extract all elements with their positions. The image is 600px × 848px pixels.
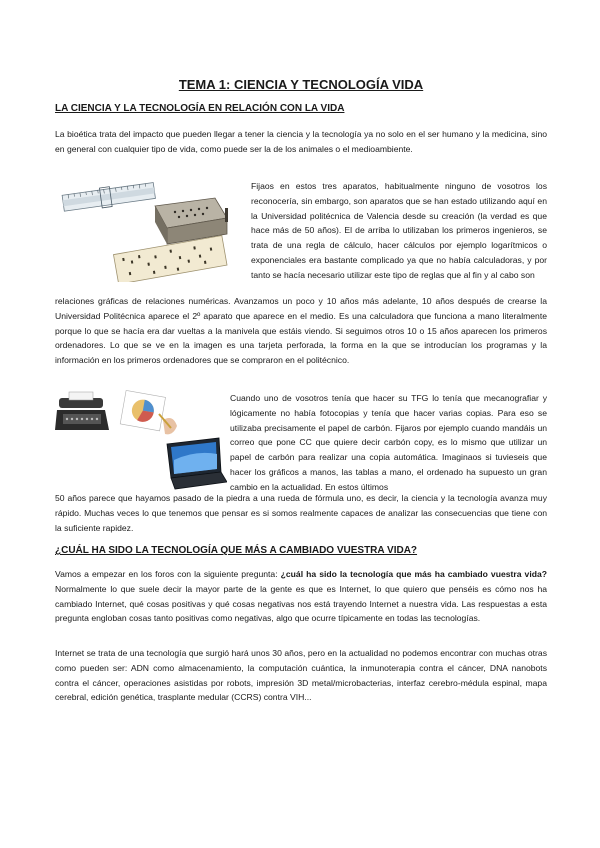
forum-question-bold: ¿cuál ha sido la tecnología que más ha cambiado vuestra vida?: [280, 569, 547, 579]
old-devices-image: [55, 178, 245, 282]
page-title: TEMA 1: CIENCIA Y TECNOLOGÍA VIDA: [178, 77, 424, 92]
section-heading-ciencia-tecnologia: LA CIENCIA Y LA TECNOLOGÍA EN RELACIÓN CON LA VIDA: [55, 103, 345, 114]
internet-technologies-paragraph: Internet se trata de una tecnología que surgió hará unos 30 años, pero en la actualidad no podemos encontrar con muchas otras como pueden ser: ADN como almacenamiento, la computación cuántica, la inmunoterapia contra el cáncer, DNA nanobots contra el cáncer, operaciones asistidas por robots, impresión 3D metal/microbacterias, interfaz cerebro-médula espinal, mapa cerebral, edición genética, trasplante medular (CCRS) contra VIH...: [55, 648, 547, 703]
typewriter-laptop-image: [55, 390, 227, 490]
carbon-paper-paragraph-side: Cuando uno de vosotros tenía que hacer su TFG lo tenía que mecanografiar y lógicamente no había fotocopias y tenía que hacer varias copias. Para eso se utilizaba precisamente el papel de carbón. Fijaros por ejemplo cuando mandáis un correo que pone CC que quiere decir carbón copy, es lo mismo que utilizar un papel de carbón para realizar una copia automática. Imaginaos si tuvieseis que hacer los gráficos a manos, las tablas a mano, el ordenado ha supuesto un gran cambio en la actualidad. En estos últimos: [230, 393, 547, 492]
carbon-paper-paragraph-continued: 50 años parece que hayamos pasado de la piedra a una rueda de fórmula uno, es decir, la ciencia y la tecnología avanza muy rápido. Muchas veces lo que tenemos que pensar es si somos realmente capaces de analizar las consecuencias que tiene con la suficiente rapidez.: [55, 493, 547, 533]
forum-question-paragraph: [55, 567, 547, 626]
section-heading-tecnologia-cambio: ¿CUÁL HA SIDO LA TECNOLOGÍA QUE MÁS A CAMBIADO VUESTRA VIDA?: [55, 545, 418, 556]
devices-paragraph-continued: relaciones gráficas de relaciones numéricas. Avanzamos un poco y 10 años más adelante, 10 años después de crearse la Universidad Politécnica aparece el 2º aparato que aparece en el medio. Es una calculadora que funciona a mano literalmente porque lo que se hacía era dar vueltas a la manivela que estáis viendo. Si seguimos otros 10 o 15 años aparecen los primeros ordenadores. Lo que se ve en la imagen es una tarjeta perforada, la forma en la que se introducían los programas y la información en los primeros ordenadores que se compraron en el politécnico.: [55, 296, 547, 366]
intro-paragraph: La bioética trata del impacto que pueden llegar a tener la ciencia y la tecnología ya no solo en el ser humano y la medicina, sino en general con cualquier tipo de vida, como puede ser la de los animales o el medioambiente.: [55, 129, 547, 154]
devices-paragraph-side: Fijaos en estos tres aparatos, habitualmente ninguno de vosotros los reconocería, sin embargo, son aparatos que se han estado utilizando aquí en la Universidad politécnica de Valencia desde su creación (la verdad es que hace más de 50 años). El de arriba lo utilizaban los primeros ingenieros, se trata de una regla de cálculo, hacer cálculos por ejemplo logarítmicos o exponenciales era bastante complicado ya que no había calculadoras, y por tanto se hacía necesario utilizar este tipo de reglas que al fin y al cabo son: [251, 181, 547, 280]
forum-question-rest: Normalmente lo que suele decir la mayor parte de la gente es que es Internet, lo que quiero que penséis es cómo nos ha cambiado Internet, qué cosas positivas y qué cosas negativas nos está trayendo Internet a nuestra vida. Las respuestas a esta pregunta engloban cosas tanto positivas como negativas, algo que ocurre típicamente en todas las tecnologías.: [55, 583, 547, 624]
forum-question-intro: Vamos a empezar en los foros con la siguiente pregunta:: [55, 569, 281, 579]
